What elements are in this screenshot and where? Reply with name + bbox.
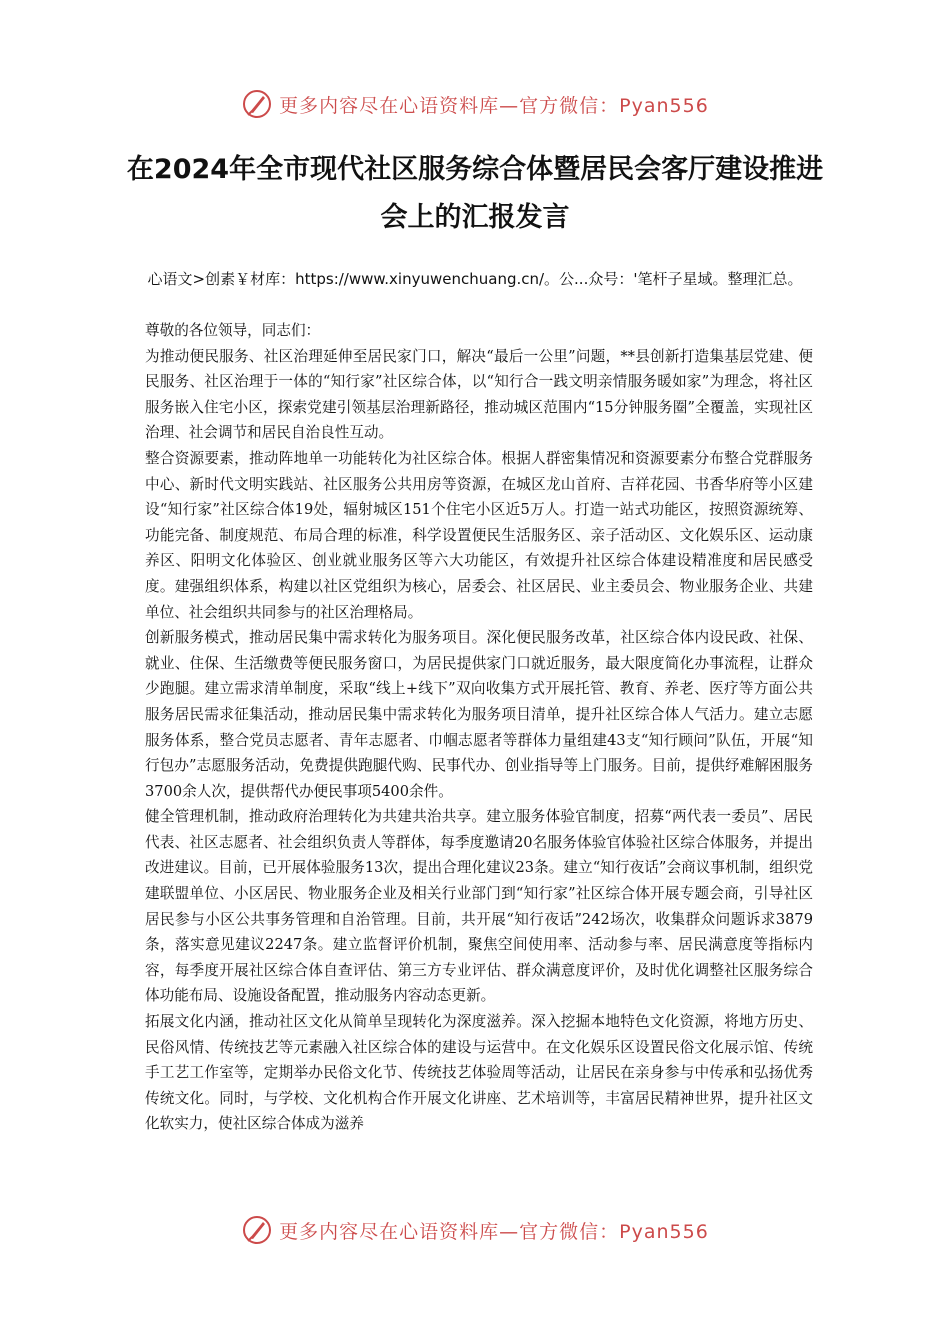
body-paragraph: 整合资源要素，推动阵地单一功能转化为社区综合体。根据人群密集情况和资源要素分布整合党群服务中心、新时代文明实践站、社区服务公共用房等资源，在城区龙山首府、吉祥花园、书香华府等小区建设“知行家”社区综合体19处，辐射城区151个住宅小区近5万人。打造一站式功能区，按照资源统筹、功能完备、制度规范、布局合理的标准，科学设置便民生活服务区、亲子活动区、文化娱乐区、运动康养区、阳明文化体验区、创业就业服务区等六大功能区，有效提升社区综合体建设精准度和居民感受度。建强组织体系，构建以社区党组织为核心，居委会、社区居民、业主委员会、物业服务企业、共建单位、社会组织共同参与的社区治理格局。 bbox=[145, 449, 813, 621]
body-paragraph: 为推动便民服务、社区治理延伸至居民家门口，解决“最后一公里”问题，**县创新打造集基层党建、便民服务、社区治理于一体的“知行家”社区综合体，以“知行合一践文明亲情服务暖如家”为理念，将社区服务嵌入住宅小区，探索党建引领基层治理新路径，推动城区范围内“15分钟服务圈”全覆盖，实现社区治理、社会调节和居民自治良性互动。 bbox=[145, 347, 813, 442]
source-note: 心语文>创素￥材库：https://www.xinyuwenchuang.cn/。公...众号：'笔杆子星域。整理汇总。 bbox=[147, 270, 803, 288]
document-body bbox=[145, 318, 813, 1137]
footer-banner bbox=[0, 1210, 950, 1250]
quill-logo-icon bbox=[241, 1214, 273, 1246]
salutation: 尊敬的各位领导，同志们： bbox=[145, 322, 321, 339]
header-banner bbox=[0, 84, 950, 124]
page-title: 在2024年全市现代社区服务综合体暨居民会客厅建设推进会上的汇报发言 bbox=[126, 154, 824, 233]
footer-banner-text: 更多内容尽在心语资料库—官方微信：Pyan556 bbox=[279, 1220, 709, 1243]
body-paragraph: 健全管理机制，推动政府治理转化为共建共治共享。建立服务体验官制度，招募“两代表一委员”、居民代表、社区志愿者、社会组织负责人等群体，每季度邀请20名服务体验官体验社区综合体服务，并提出改进建议。目前，已开展体验服务13次，提出合理化建议23条。建立“知行夜话”会商议事机制，组织党建联盟单位、小区居民、物业服务企业及相关行业部门到“知行家”社区综合体开展专题会商，引导社区居民参与小区公共事务管理和自治管理。目前，共开展“知行夜话”242场次，收集群众问题诉求3879条，落实意见建议2247条。建立监督评价机制，聚焦空间使用率、活动参与率、居民满意度等指标内容，每季度开展社区综合体自查评估、第三方专业评估、群众满意度评价，及时优化调整社区服务综合体功能布局、设施设备配置，推动服务内容动态更新。 bbox=[145, 808, 813, 1005]
header-banner-text: 更多内容尽在心语资料库—官方微信：Pyan556 bbox=[279, 94, 709, 117]
quill-logo-icon bbox=[241, 88, 273, 120]
body-paragraph: 创新服务模式，推动居民集中需求转化为服务项目。深化便民服务改革，社区综合体内设民政、社保、就业、住保、生活缴费等便民服务窗口，为居民提供家门口就近服务，最大限度简化办事流程，让群众少跑腿。建立需求清单制度，采取“线上+线下”双向收集方式开展托管、教育、养老、医疗等方面公共服务居民需求征集活动，推动居民集中需求转化为服务项目清单，提升社区综合体人气活力。建立志愿服务体系，整合党员志愿者、青年志愿者、巾帼志愿者等群体力量组建43支“知行顾问”队伍，开展“知行包办”志愿服务活动，免费提供跑腿代购、民事代办、创业指导等上门服务。目前，提供纾难解困服务3700余人次，提供帮代办便民事项5400余件。 bbox=[145, 629, 813, 800]
body-paragraph: 拓展文化内涵，推动社区文化从简单呈现转化为深度滋养。深入挖掘本地特色文化资源，将地方历史、民俗风情、传统技艺等元素融入社区综合体的建设与运营中。在文化娱乐区设置民俗文化展示馆、传统手工艺工作室等，定期举办民俗文化节、传统技艺体验周等活动，让居民在亲身参与中传承和弘扬优秀传统文化。同时，与学校、文化机构合作开展文化讲座、艺术培训等，丰富居民精神世界，提升社区文化软实力，使社区综合体成为滋养 bbox=[145, 1013, 813, 1133]
